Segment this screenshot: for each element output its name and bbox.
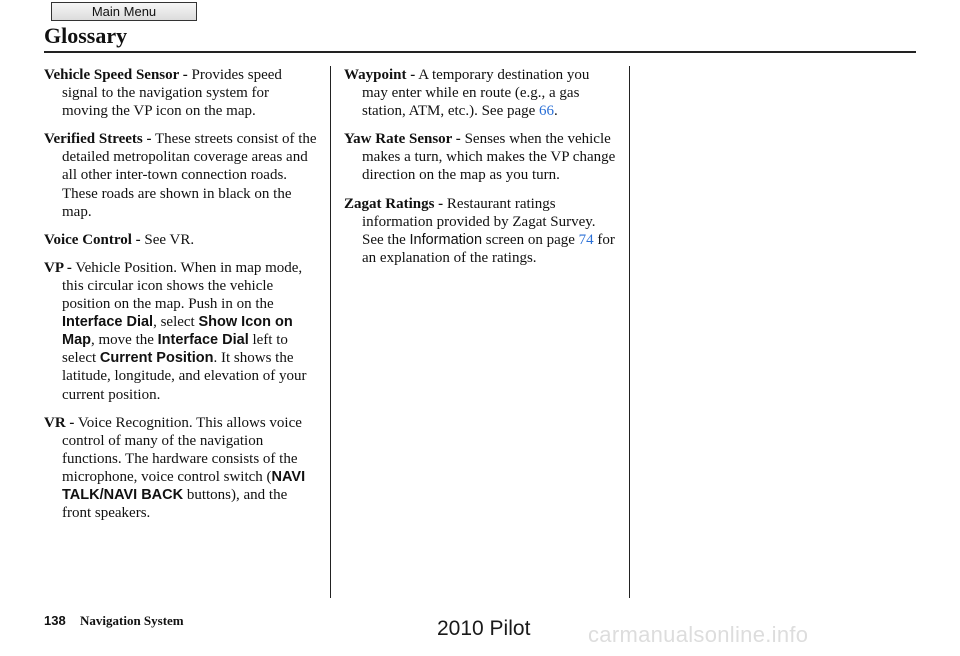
glossary-definition: A temporary destination you may enter while en route (e.g., a gas station, ATM, etc.). See page: [362, 67, 590, 120]
page-number: 138: [44, 613, 66, 628]
page-link-74[interactable]: 74: [578, 231, 594, 248]
ui-label-current-position: Current Position: [99, 350, 214, 367]
glossary-definition: buttons), and the front speakers.: [62, 486, 288, 522]
column-divider-right: [629, 66, 630, 598]
glossary-definition: See VR.: [140, 231, 195, 248]
ui-label-show-icon-on-map: Show Icon on Map: [62, 314, 293, 349]
glossary-definition: Provides speed signal to the navigation system for moving the VP icon on the map.: [62, 67, 282, 120]
glossary-entry-vp: [44, 259, 318, 404]
ui-label-interface-dial: Interface Dial: [62, 314, 154, 331]
glossary-definition: Restaurant ratings information provided by Zagat Survey. See the: [362, 195, 596, 248]
glossary-definition: These streets consist of the detailed metropolitan coverage areas and all other inter-town connection roads. These roads are shown in black on the map.: [62, 131, 317, 220]
glossary-definition: for an explanation of the ratings.: [362, 231, 615, 266]
glossary-definition: screen on page: [482, 231, 579, 248]
glossary-definition: left to select: [62, 332, 288, 367]
glossary-entry-waypoint: [344, 66, 616, 120]
footer-section-title: Navigation System: [80, 613, 184, 628]
glossary-term: Vehicle Speed Sensor -: [44, 67, 188, 83]
glossary-column-right: [344, 66, 616, 277]
glossary-column-left: [44, 66, 318, 532]
glossary-term: Voice Control -: [44, 231, 141, 248]
glossary-term: Waypoint -: [344, 67, 416, 83]
glossary-definition: Vehicle Position. When in map mode, this circular icon shows the vehicle position on the map. Push in on the: [62, 259, 303, 313]
glossary-term: VP -: [44, 259, 72, 276]
glossary-definition: .: [554, 103, 558, 120]
glossary-term: Verified Streets -: [44, 131, 152, 148]
glossary-definition: Senses when the vehicle makes a turn, which makes the VP change direction on the map as you turn.: [362, 131, 616, 184]
main-menu-button[interactable]: Main Menu: [51, 2, 197, 21]
glossary-entry-verified-streets: [44, 130, 318, 220]
glossary-entry-vr: [44, 414, 318, 523]
glossary-entry-yaw-rate-sensor: [344, 130, 616, 184]
glossary-entry-voice-control: [44, 231, 318, 249]
glossary-definition: . It shows the latitude, longitude, and elevation of your current position.: [62, 350, 307, 403]
glossary-entry-zagat-ratings: [344, 195, 616, 267]
glossary-term: VR -: [44, 414, 75, 431]
title-divider: [44, 51, 916, 53]
column-divider-left: [330, 66, 331, 598]
ui-label-interface-dial: Interface Dial: [157, 332, 249, 349]
page-link-66[interactable]: 66: [539, 103, 555, 120]
glossary-term: Zagat Ratings -: [344, 195, 444, 212]
glossary-definition: , select: [153, 314, 199, 331]
page-title: Glossary: [44, 23, 128, 48]
glossary-entry-vehicle-speed-sensor: [44, 66, 318, 120]
glossary-definition: Voice Recognition. This allows voice control of many of the navigation functions. The hardware consists of the microphone, voice control switch (: [62, 414, 302, 485]
ui-label-navi-talk-navi-back: NAVI TALK/NAVI BACK: [62, 468, 306, 503]
model-watermark: 2010 Pilot: [437, 617, 531, 640]
site-watermark: carmanualsonline.info: [588, 622, 809, 647]
glossary-term: Yaw Rate Sensor -: [344, 131, 461, 148]
glossary-definition: , move the: [91, 332, 158, 349]
ui-label-information: Information: [409, 231, 483, 248]
